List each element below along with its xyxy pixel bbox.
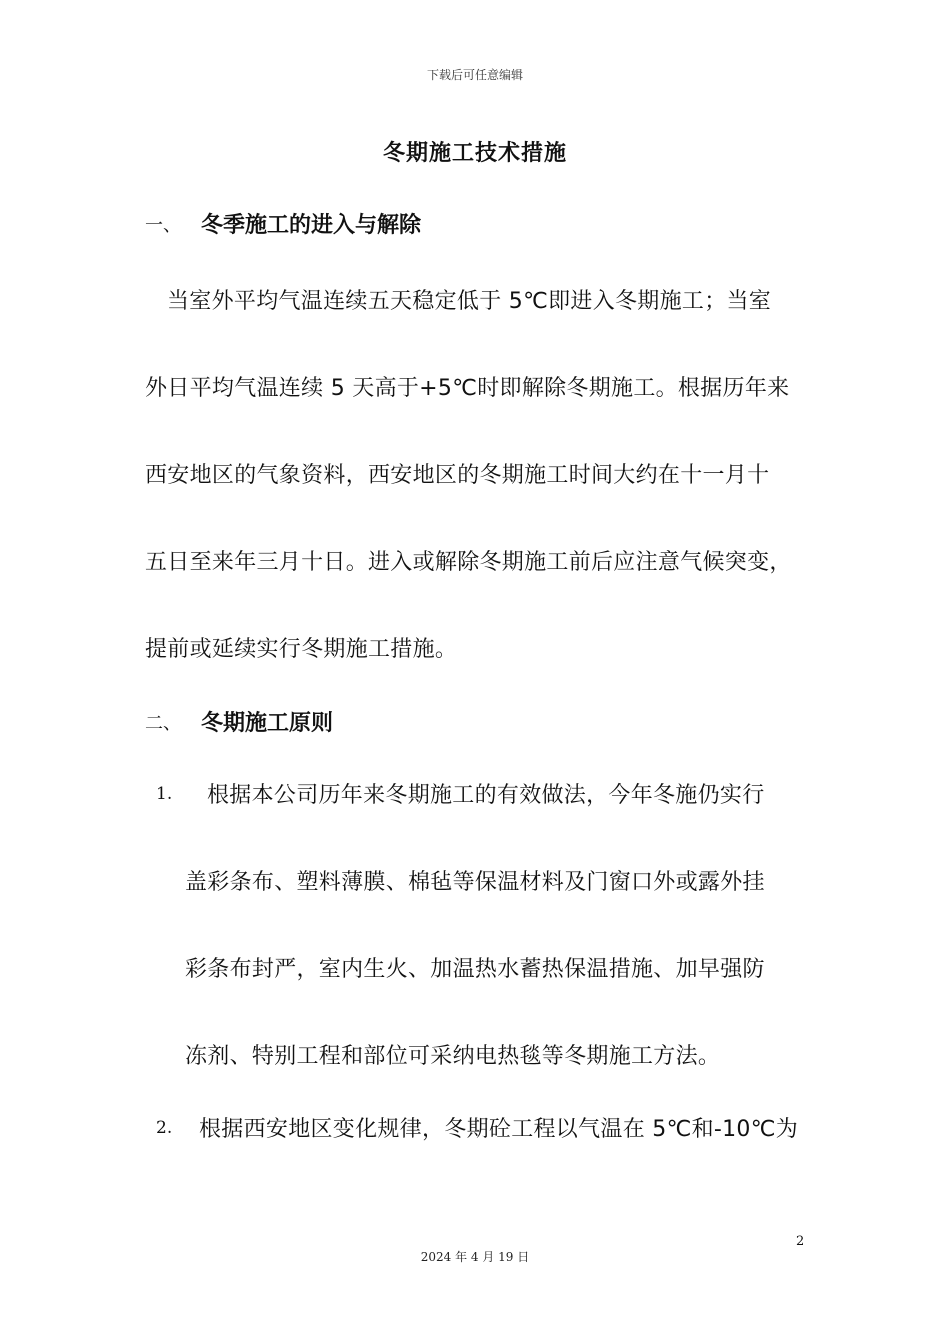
list-item-number-2: 2. (156, 1118, 173, 1138)
section-heading-2 (145, 706, 333, 737)
page-footer-date: 2024 年 4 月 19 日 (420, 1250, 530, 1264)
list-item-line: 根据西安地区变化规律，冬期砼工程以气温在 5℃和-10℃为 (199, 1117, 799, 1142)
section-title-1: 冬季施工的进入与解除 (201, 213, 422, 238)
paragraph-line: 五日至来年三月十日。进入或解除冬期施工前后应注意气候突变， (145, 550, 792, 575)
section-title-2: 冬期施工原则 (201, 711, 334, 736)
list-item-number-1: 1. (156, 784, 173, 804)
list-item-line: 根据本公司历年来冬期施工的有效做法，今年冬施仍实行 (207, 783, 765, 808)
list-item-line: 彩条布封严，室内生火、加温热水蓄热保温措施、加早强防 (185, 957, 765, 982)
section-number-1: 一、 (145, 214, 181, 236)
page-number: 2 (796, 1234, 805, 1249)
list-item-line: 冻剂、特别工程和部位可采纳电热毯等冬期施工方法。 (185, 1044, 721, 1069)
section-number-2: 二、 (145, 712, 181, 734)
page-header: 下载后可任意编辑 (426, 68, 523, 82)
paragraph-line: 外日平均气温连续 5 天高于+5℃时即解除冬期施工。根据历年来 (145, 376, 790, 401)
paragraph-line: 当室外平均气温连续五天稳定低于 5℃即进入冬期施工；当室 (167, 289, 772, 314)
list-item-line: 盖彩条布、塑料薄膜、棉毡等保温材料及门窗口外或露外挂 (185, 870, 765, 895)
paragraph-line: 西安地区的气象资料，西安地区的冬期施工时间大约在十一月十 (145, 463, 770, 488)
section-heading-1 (145, 208, 421, 239)
document-title: 冬期施工技术措施 (382, 141, 567, 166)
paragraph-line: 提前或延续实行冬期施工措施。 (145, 637, 458, 662)
